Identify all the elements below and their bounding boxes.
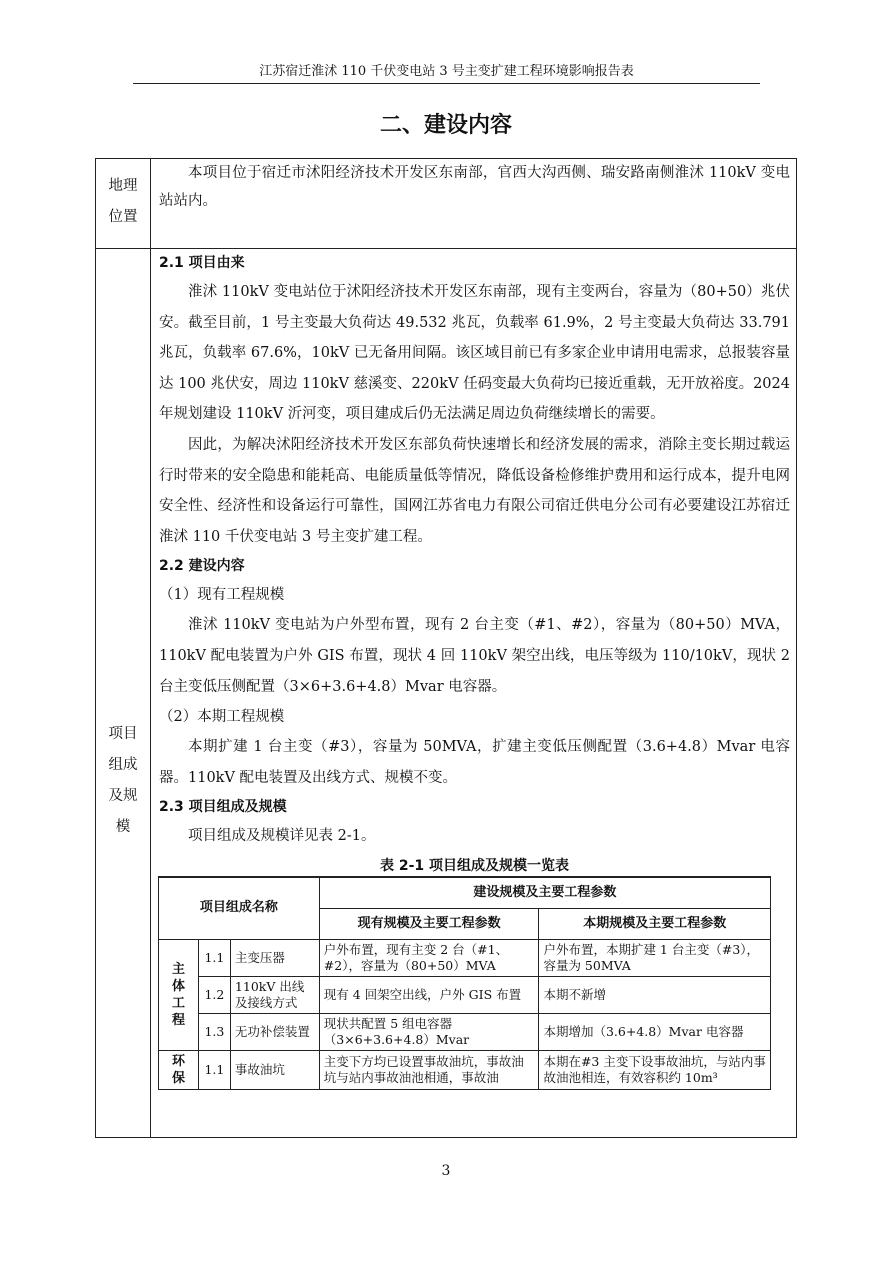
row-existing: 户外布置，现有主变 2 台（#1、#2），容量为（80+50）MVA [319,939,539,976]
section-2-2-para-2: 本期扩建 1 台主变（#3），容量为 50MVA，扩建主变低压侧配置（3.6+4.8）Mvar 电容器。110kV 配电装置及出线方式、规模不变。 [159,739,790,786]
composition-label [96,248,151,1137]
table-header-row [159,877,771,909]
row-item: 事故油坑 [230,1050,319,1089]
label-line: 及规 [108,788,138,804]
table-row [159,939,771,976]
section-2-1-title: 2.1 项目由来 [159,255,245,271]
row-item: 110kV 出线及接线方式 [230,976,319,1013]
label-line: 位置 [108,209,138,225]
page-header: 江苏宿迁淮沭 110 千伏变电站 3 号主变扩建工程环境影响报告表 [133,64,760,84]
row-current: 本期增加（3.6+4.8）Mvar 电容器 [539,1013,771,1050]
row-existing: 主变下方均已设置事故油坑，事故油坑与站内事故油池相通，事故油 [319,1050,539,1089]
row-existing: 现状共配置 5 组电容器（3×6+3.6+4.8）Mvar [319,1013,539,1050]
row-number: 1.1 [198,1050,230,1089]
row-number: 1.1 [198,939,230,976]
section-2-2-sub-2: （2）本期工程规模 [159,709,285,726]
label-line: 项目 [108,726,138,742]
table-row [159,976,771,1013]
location-text [159,159,790,215]
content-frame [95,158,797,1138]
row-item: 无功补偿装置 [230,1013,319,1050]
header-item-name: 项目组成名称 [159,877,320,940]
composition-content [159,249,790,1090]
section-2-1-para-2: 因此，为解决沭阳经济技术开发区东部负荷快速增长和经济发展的需求，消除主变长期过载运行时带来的安全隐患和能耗高、电能质量低等情况，降低设备检修维护费用和运行成本，提升电网安全性、经济性和设备运行可靠性，国网江苏省电力有限公司宿迁供电分公司有必要建设江苏宿迁淮沭 110 千伏变电站 3 号主变扩建工程。 [159,436,790,545]
group-label: 环保 [171,1053,185,1086]
row-number: 1.2 [198,976,230,1013]
location-label [96,159,151,248]
composition-table [158,876,771,1090]
group-label: 主体工程 [171,961,185,1028]
row-number: 1.3 [198,1013,230,1050]
label-line: 模 [115,819,131,835]
row-current: 本期在#3 主变下设事故油坑，与站内事故油池相连，有效容积约 10m³ [539,1050,771,1089]
section-2-2-para-1: 淮沭 110kV 变电站为户外型布置，现有 2 台主变（#1、#2），容量为（80+50）MVA，110kV 配电装置为户外 GIS 布置，现状 4 回 110kV 架空出线，电压等级为 110/10kV，现状 2 台主变低压侧配置（3×6+3.6+4.8）Mvar 电容器。 [159,617,790,695]
header-params: 建设规模及主要工程参数 [319,877,770,909]
table-row [159,1050,771,1089]
group-main-engineering [159,939,199,1050]
header-current: 本期规模及主要工程参数 [539,908,771,939]
row-current: 户外布置，本期扩建 1 台主变（#3），容量为 50MVA [539,939,771,976]
location-row [96,159,796,249]
row-existing: 现有 4 回架空出线，户外 GIS 布置 [319,976,539,1013]
section-2-1-para-1: 淮沭 110kV 变电站位于沭阳经济技术开发区东南部，现有主变两台，容量为（80+50）兆伏安。截至目前，1 号主变最大负荷达 49.532 兆瓦，负载率 61.9%，2 号主变最大负荷达 33.791 兆瓦，负载率 67.6%，10kV 已无备用间隔。该区域目前已有多家企业申请用电需求，总报装容量达 100 兆伏安，周边 110kV 慈溪变、220kV 任码变最大负荷均已接近重载，无开放裕度。2024 年规划建设 110kV 沂河变，项目建成后仍无法满足周边负荷继续增长的需要。 [159,284,790,423]
section-2-3-para-1: 项目组成及规模详见表 2-1。 [188,828,376,845]
section-title: 二、建设内容 [379,113,512,138]
header-existing: 现有规模及主要工程参数 [319,908,539,939]
location-text-content: 本项目位于宿迁市沭阳经济技术开发区东南部，官西大沟西侧、瑞安路南侧淮沭 110kV 变电站站内。 [159,165,790,209]
row-current: 本期不新增 [539,976,771,1013]
page-number: 3 [441,1163,451,1179]
table-row [159,1013,771,1050]
section-2-2-sub-1: （1）现有工程规模 [159,587,285,604]
row-item: 主变压器 [230,939,319,976]
section-2-3-title: 2.3 项目组成及规模 [159,799,287,816]
label-line: 地理 [108,178,138,194]
table-caption: 表 2-1 项目组成及规模一览表 [379,857,570,874]
section-2-2-title: 2.2 建设内容 [159,558,245,575]
label-line: 组成 [108,757,138,773]
group-environmental [159,1050,199,1089]
